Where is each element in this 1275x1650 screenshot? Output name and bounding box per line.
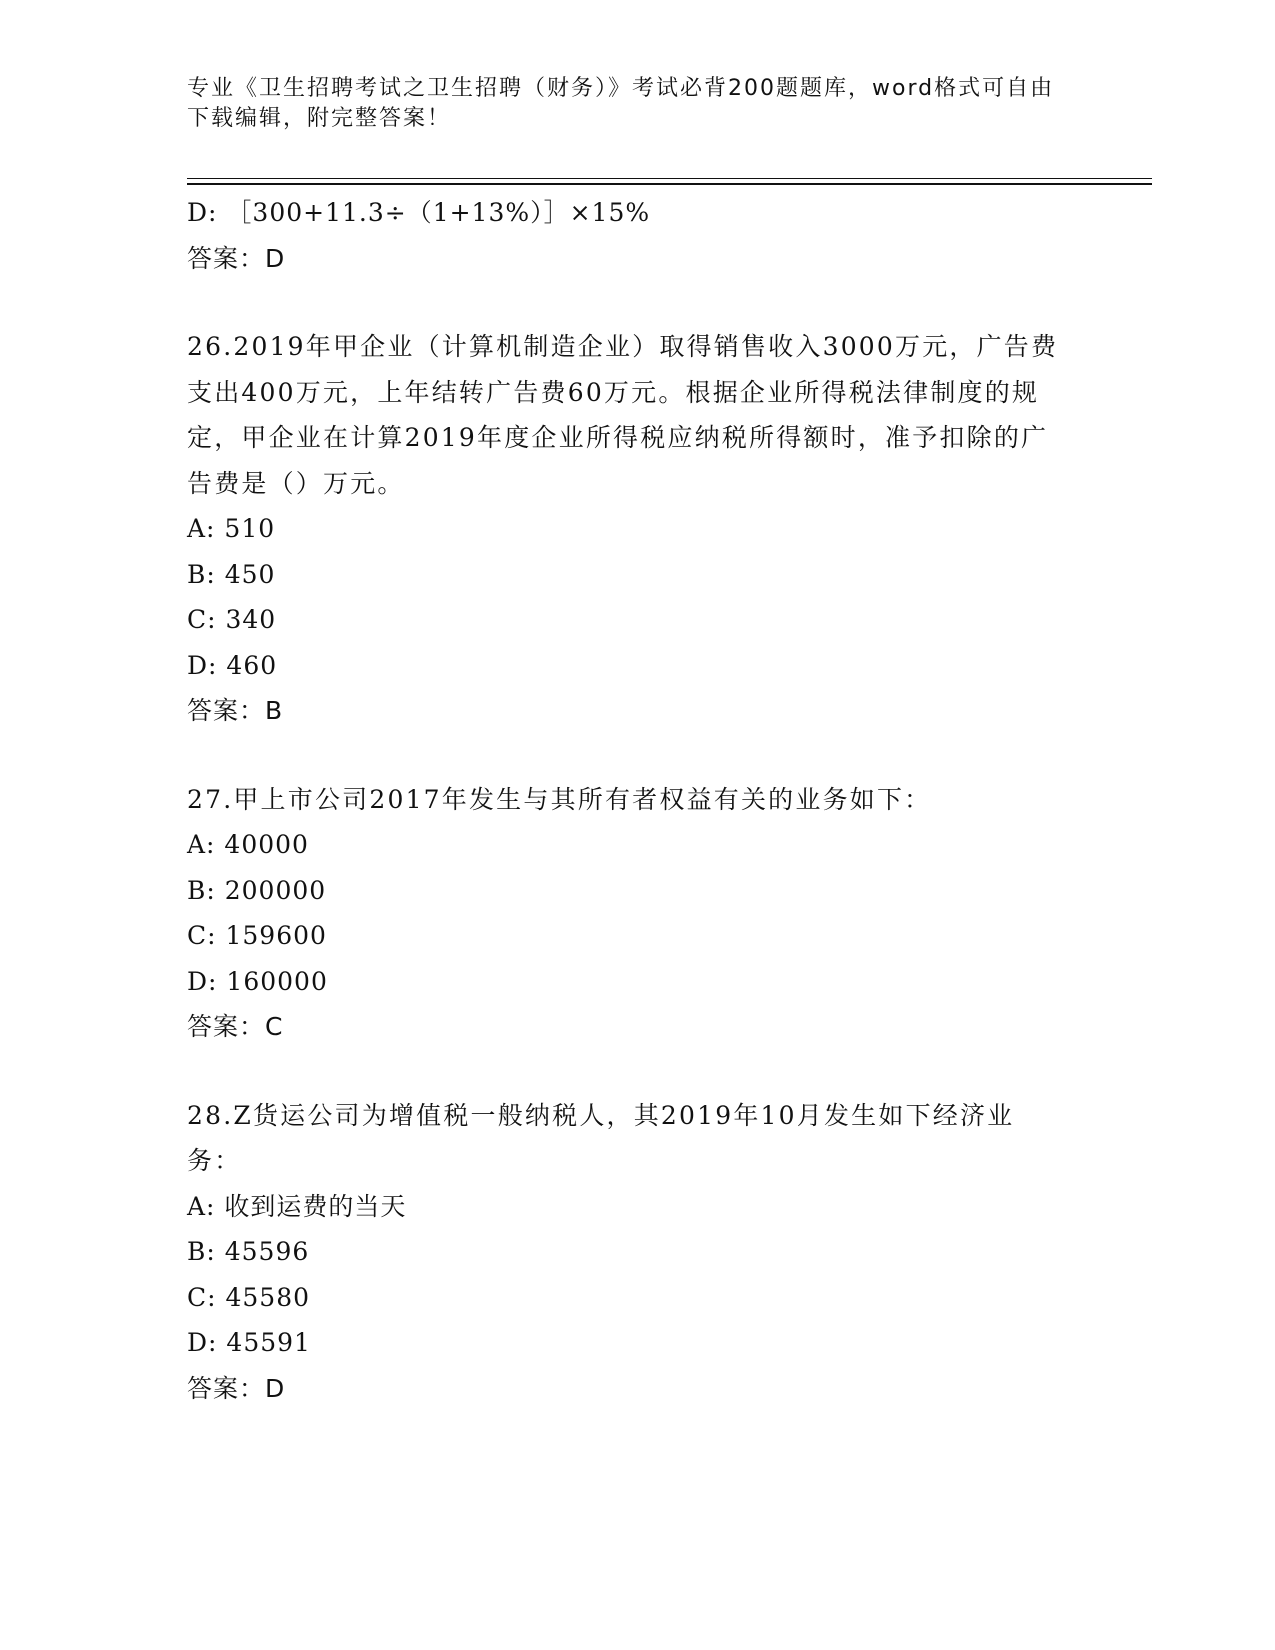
spacer: [187, 281, 1087, 324]
header-divider-thick: [187, 183, 1152, 185]
header-divider-thin: [187, 178, 1152, 179]
document-body: [187, 190, 1087, 1411]
option-b: B: 45596: [187, 1237, 310, 1266]
option-b: B: 200000: [187, 875, 327, 905]
option-c: C: 159600: [187, 921, 327, 950]
answer-line: 答案：D: [187, 1373, 286, 1403]
option-a: A: 510: [187, 514, 276, 543]
answer-line: 答案：C: [187, 1012, 284, 1041]
option-d: D: ［300+11.3÷（1+13%）］×15%: [187, 198, 651, 227]
spacer: [187, 1050, 1087, 1093]
question-block: [187, 1093, 1087, 1412]
option-d: D: 45591: [187, 1328, 311, 1357]
answer-line: 答案：D: [187, 243, 286, 273]
spacer: [187, 734, 1087, 777]
option-d: D: 460: [187, 650, 278, 680]
option-c: C: 340: [187, 605, 277, 634]
option-a: A: 40000: [187, 830, 309, 859]
option-b: B: 450: [187, 559, 276, 589]
option-c: C: 45580: [187, 1282, 311, 1312]
question-block: [187, 777, 1087, 1050]
question-block: [187, 324, 1087, 734]
option-d: D: 160000: [187, 966, 328, 996]
question-stem: 26.2019年甲企业（计算机制造企业）取得销售收入3000万元，广告费支出400万元，上年结转广告费60万元。根据企业所得税法律制度的规定，甲企业在计算2019年度企业所得税应纳税所得额时，准予扣除的广告费是（）万元。: [187, 332, 1059, 498]
document-header: 专业《卫生招聘考试之卫生招聘（财务）》考试必背200题题库，word格式可自由下载编辑，附完整答案！: [187, 76, 1055, 131]
option-a: A: 收到运费的当天: [187, 1191, 407, 1221]
question-stem: 28.Z货运公司为增值税一般纳税人，其2019年10月发生如下经济业务：: [187, 1100, 1015, 1175]
answer-line: 答案：B: [187, 696, 284, 725]
question-stem: 27.甲上市公司2017年发生与其所有者权益有关的业务如下：: [187, 784, 932, 814]
